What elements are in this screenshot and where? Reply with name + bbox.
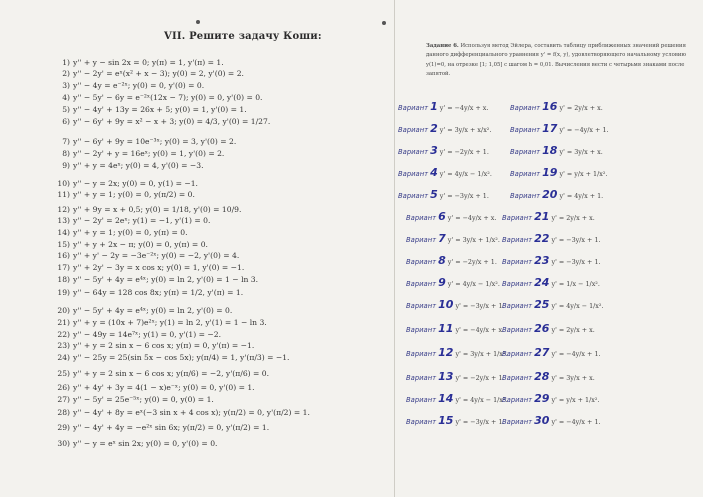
variant-item (406, 210, 496, 223)
problem-number: 15) (57, 240, 70, 249)
problem-number: 5) (62, 105, 70, 114)
problem-equation: y'' + y − sin 2x = 0; y(π) = 1, y'(π) = 1. (73, 58, 224, 67)
problem-equation: y'' − y = 2x; y(0) = 0, y(1) = −1. (73, 179, 198, 188)
variant-equation: y' = −4y/x + x. (455, 326, 505, 334)
cauchy-problems-column (52, 0, 392, 497)
problem-equation: y'' + y = 2 sin x − 6 cos x; y(π/6) = −2, y'(π/6) = 0. (73, 369, 270, 378)
problem-equation: y'' − 2y' + y = 16eˣ; y(0) = 1, y'(0) = 2. (73, 149, 225, 158)
problem-number: 25) (57, 369, 70, 378)
variant-label: Вариант (406, 236, 437, 244)
variant-number: 11 (438, 322, 454, 335)
variant-number: 28 (534, 370, 550, 383)
problem-item (52, 275, 258, 284)
variant-number: 15 (438, 414, 454, 427)
page-fold (394, 0, 395, 497)
variant-number: 1 (430, 100, 438, 113)
problem-item (52, 408, 310, 417)
variant-equation: y' = y/x + 1/x². (551, 396, 600, 404)
variant-label: Вариант (502, 302, 533, 310)
problem-number: 13) (57, 216, 70, 225)
variant-number: 14 (438, 392, 454, 405)
problem-equation: y'' − 4y' + 13y = 26x + 5; y(0) = 1, y'(0) = 1. (73, 105, 247, 114)
variant-number: 17 (542, 122, 558, 135)
task-number: Задание 6. (426, 43, 459, 49)
variant-equation: y' = 3y/x + x. (551, 374, 595, 382)
variant-item (398, 144, 489, 157)
problem-equation: y'' + y + 2x − π; y(0) = 0, y(π) = 0. (73, 240, 208, 249)
problem-item (52, 190, 195, 199)
variant-equation: y' = 2y/x + x. (559, 104, 603, 112)
problem-item (52, 423, 269, 432)
problem-number: 24) (57, 353, 70, 362)
variant-label: Вариант (502, 350, 533, 358)
problem-number: 30) (57, 439, 70, 448)
variant-label: Вариант (398, 126, 429, 134)
euler-task-column (398, 0, 703, 497)
variant-equation: y' = −4y/x + x. (439, 104, 489, 112)
problem-number: 4) (62, 93, 70, 102)
task-description (426, 42, 696, 79)
problem-item (52, 240, 208, 249)
variant-equation: y' = −4y/x + x. (447, 214, 497, 222)
variant-equation: y' = 3y/x + x. (559, 148, 603, 156)
variant-label: Вариант (510, 126, 541, 134)
variant-item (406, 392, 508, 405)
problem-equation: y'' + y = 1; y(0) = 0, y(π/2) = 0. (73, 190, 195, 199)
variant-equation: y' = 4y/x − 1/x². (447, 280, 500, 288)
variant-number: 26 (534, 322, 550, 335)
problem-number: 28) (57, 408, 70, 417)
variant-number: 16 (542, 100, 558, 113)
problem-number: 22) (57, 330, 70, 339)
problem-item (52, 353, 289, 362)
problem-equation: y'' − 5y' + 4y = e⁴ˣ; y(0) = ln 2, y'(0) = 0. (73, 306, 233, 315)
problem-item (52, 105, 247, 114)
problem-number: 27) (57, 395, 70, 404)
problem-item (52, 395, 214, 404)
problem-item (52, 369, 269, 378)
problem-number: 12) (57, 205, 70, 214)
problem-equation: y'' + y' − 2y = −3e⁻²ˣ; y(0) = −2, y'(0) = 4. (73, 251, 240, 260)
variant-equation: y' = y/x + 1/x². (559, 170, 608, 178)
variant-item (398, 188, 489, 201)
variant-item (406, 254, 497, 267)
variant-item (510, 144, 603, 157)
variant-item (398, 100, 488, 113)
section-title: VII. Решите задачу Коши: (164, 31, 322, 42)
variant-label: Вариант (502, 326, 533, 334)
variant-number: 20 (542, 188, 558, 201)
variant-item (398, 166, 492, 179)
variant-number: 10 (438, 298, 454, 311)
variant-equation: y' = −2y/x + 1. (455, 374, 505, 382)
variant-item (510, 100, 603, 113)
variant-label: Вариант (406, 214, 437, 222)
variant-equation: y' = −2y/x + 1. (447, 258, 497, 266)
variant-item (502, 276, 600, 289)
variant-label: Вариант (510, 104, 541, 112)
variant-number: 3 (430, 144, 438, 157)
variant-number: 23 (534, 254, 550, 267)
variant-item (510, 122, 609, 135)
task-text: Используя метод Эйлера, составить таблицу приближенных значений решения данного дифференциального уравнения y' = f(x, y), удовлетворяющего начальному условию y(1)=0, на отрезке [1; 1,05] с шагом h = 0,01. Вычисления вести с четырьмя знаками после запятой. (426, 43, 686, 77)
variant-item (510, 166, 607, 179)
problem-item (52, 439, 217, 448)
problem-number: 17) (57, 263, 70, 272)
variant-equation: y' = −3y/x + 1. (551, 258, 601, 266)
variant-label: Вариант (502, 280, 533, 288)
variant-item (502, 414, 601, 427)
variant-equation: y' = 2y/x + x. (551, 326, 595, 334)
variant-number: 18 (542, 144, 558, 157)
problem-number: 18) (57, 275, 70, 284)
variant-number: 27 (534, 346, 550, 359)
variant-label: Вариант (406, 374, 437, 382)
variant-item (502, 210, 595, 223)
variant-number: 6 (438, 210, 446, 223)
variant-equation: y' = −2y/x + 1. (439, 148, 489, 156)
variant-equation: y' = 4y/x − 1/x². (551, 302, 604, 310)
problem-number: 20) (57, 306, 70, 315)
problem-item (52, 263, 244, 272)
problem-number: 29) (57, 423, 70, 432)
variant-equation: y' = −4y/x + 1. (551, 350, 601, 358)
problem-equation: y'' + y = (10x + 7)e²ˣ; y(1) = ln 2, y'(1) = 1 − ln 3. (73, 318, 267, 327)
problem-equation: y'' − 49y = 14e⁷ˣ; y(1) = 0, y'(1) = −2. (73, 330, 222, 339)
problem-equation: y'' − 4y' + 8y = eˣ(−3 sin x + 4 cos x); y(π/2) = 0, y'(π/2) = 1. (73, 408, 310, 417)
problem-equation: y'' + y = 1; y(0) = 0, y(π) = 0. (73, 228, 188, 237)
variant-item (406, 346, 508, 359)
problem-item (52, 69, 244, 78)
variant-number: 12 (438, 346, 454, 359)
variant-item (406, 322, 504, 335)
problem-number: 2) (62, 69, 70, 78)
problem-equation: y'' − y = eˣ sin 2x; y(0) = 0, y'(0) = 0. (73, 439, 218, 448)
variant-number: 4 (430, 166, 438, 179)
variant-label: Вариант (398, 192, 429, 200)
problem-item (52, 228, 187, 237)
variant-equation: y' = 1/x − 1/x². (551, 280, 600, 288)
variant-equation: y' = 2y/x + x. (551, 214, 595, 222)
variant-label: Вариант (398, 148, 429, 156)
variant-item (502, 370, 595, 383)
variant-number: 8 (438, 254, 446, 267)
problem-item (52, 58, 224, 67)
problem-number: 11) (57, 190, 70, 199)
problem-number: 10) (57, 179, 70, 188)
variant-number: 25 (534, 298, 550, 311)
variant-equation: y' = 3y/x + 1/x². (455, 350, 508, 358)
problem-number: 1) (62, 58, 70, 67)
problem-equation: y'' − 64y = 128 cos 8x; y(π) = 1/2, y'(π) = 1. (73, 288, 244, 297)
problem-equation: y'' − 5y' = 25e⁻⁵ˣ; y(0) = 0, y(0) = 1. (73, 395, 214, 404)
variant-label: Вариант (510, 170, 541, 178)
variant-label: Вариант (502, 236, 533, 244)
variant-number: 13 (438, 370, 454, 383)
problem-number: 19) (57, 288, 70, 297)
problem-equation: y'' − 6y' + 9y = x² − x + 3; y(0) = 4/3, y'(0) = 1/27. (73, 117, 271, 126)
problem-item (52, 205, 241, 214)
problem-number: 21) (57, 318, 70, 327)
problem-equation: y'' + y = 4eˣ; y(0) = 4, y'(0) = −3. (73, 161, 204, 170)
variant-item (502, 392, 599, 405)
variant-number: 9 (438, 276, 446, 289)
problem-number: 6) (62, 117, 70, 126)
variant-label: Вариант (406, 258, 437, 266)
problem-equation: y'' − 4y' + 4y = −e²ˣ sin 6x; y(π/2) = 0, y'(π/2) = 1. (73, 423, 270, 432)
problem-item (52, 318, 267, 327)
problem-equation: y'' + 4y' + 3y = 4(1 − x)e⁻ˣ; y(0) = 0, y'(0) = 1. (73, 383, 255, 392)
variant-number: 5 (430, 188, 438, 201)
variant-equation: y' = −3y/x + 1. (455, 302, 505, 310)
variant-equation: y' = 3y/x + 1/x². (447, 236, 500, 244)
variant-item (502, 254, 601, 267)
variant-equation: y' = 4y/x − 1/x². (455, 396, 508, 404)
variant-item (406, 276, 500, 289)
variant-label: Вариант (398, 104, 429, 112)
problem-item (52, 137, 236, 146)
problem-equation: y'' + 2y' − 3y = x cos x; y(0) = 1, y'(0) = −1. (73, 263, 245, 272)
problem-equation: y'' − 6y' + 9y = 10e⁻³ˣ; y(0) = 3, y'(0) = 2. (73, 137, 237, 146)
problem-equation: y'' − 4y = e⁻²ˣ; y(0) = 0, y'(0) = 0. (73, 81, 205, 90)
variant-label: Вариант (502, 258, 533, 266)
variant-number: 24 (534, 276, 550, 289)
variant-label: Вариант (510, 148, 541, 156)
variant-number: 2 (430, 122, 438, 135)
problem-equation: y'' − 2y' = eˣ(x² + x − 3); y(0) = 2, y'(0) = 2. (73, 69, 244, 78)
problem-equation: y'' + 9y = x + 0,5; y(0) = 1/18, y'(0) = 10/9. (73, 205, 242, 214)
problem-equation: y'' + y = 2 sin x − 6 cos x; y(π) = 0, y'(π) = −1. (73, 341, 255, 350)
variant-item (502, 232, 601, 245)
problem-item (52, 330, 221, 339)
variant-item (398, 122, 491, 135)
problem-item (52, 306, 232, 315)
problem-item (52, 383, 255, 392)
problem-number: 23) (57, 341, 70, 350)
problem-item (52, 93, 262, 102)
variant-equation: y' = −3y/x + 1. (439, 192, 489, 200)
variant-equation: y' = −3y/x + 1. (551, 236, 601, 244)
variant-label: Вариант (502, 214, 533, 222)
problem-item (52, 179, 198, 188)
variant-item (406, 232, 500, 245)
variant-equation: y' = 4y/x + 1. (559, 192, 604, 200)
problem-equation: y'' − 5y' − 6y = e⁻²ˣ(12x − 7); y(0) = 0, y'(0) = 0. (73, 93, 263, 102)
variant-item (406, 370, 505, 383)
problem-item (52, 288, 243, 297)
problem-number: 3) (62, 81, 70, 90)
variant-label: Вариант (510, 192, 541, 200)
variant-number: 21 (534, 210, 550, 223)
variant-number: 29 (534, 392, 550, 405)
problem-number: 14) (57, 228, 70, 237)
problem-number: 26) (57, 383, 70, 392)
variant-equation: y' = 3y/x + x/x². (439, 126, 492, 134)
problem-number: 8) (62, 149, 70, 158)
problem-item (52, 161, 203, 170)
variant-item (406, 414, 505, 427)
variant-label: Вариант (502, 396, 533, 404)
variant-label: Вариант (502, 374, 533, 382)
variant-item (510, 188, 603, 201)
problem-item (52, 341, 254, 350)
variant-item (502, 298, 604, 311)
problem-item (52, 216, 210, 225)
problem-number: 7) (62, 137, 70, 146)
variant-item (406, 298, 505, 311)
problem-item (52, 81, 204, 90)
variant-label: Вариант (502, 418, 533, 426)
variant-number: 30 (534, 414, 550, 427)
problem-item (52, 149, 224, 158)
problem-item (52, 251, 239, 260)
problem-equation: y'' − 25y = 25(sin 5x − cos 5x); y(π/4) = 1, y'(π/3) = −1. (73, 353, 290, 362)
variant-equation: y' = 4y/x − 1/x². (439, 170, 492, 178)
variant-equation: y' = −4y/x + 1. (551, 418, 601, 426)
variant-label: Вариант (398, 170, 429, 178)
variant-label: Вариант (406, 396, 437, 404)
variant-number: 19 (542, 166, 558, 179)
variant-label: Вариант (406, 280, 437, 288)
variant-label: Вариант (406, 326, 437, 334)
problem-number: 9) (62, 161, 70, 170)
variant-equation: y' = −3y/x + 1. (455, 418, 505, 426)
problem-equation: y'' − 5y' + 4y = e⁴ˣ; y(0) = ln 2, y'(0) = 1 − ln 3. (73, 275, 259, 284)
variant-item (502, 346, 601, 359)
variant-label: Вариант (406, 350, 437, 358)
variant-number: 22 (534, 232, 550, 245)
problem-item (52, 117, 270, 126)
variant-label: Вариант (406, 302, 437, 310)
variant-equation: y' = −4y/x + 1. (559, 126, 609, 134)
problem-number: 16) (57, 251, 70, 260)
problem-equation: y'' − 2y' = 2eˣ; y(1) = −1, y'(1) = 0. (73, 216, 211, 225)
variant-label: Вариант (406, 418, 437, 426)
variant-number: 7 (438, 232, 446, 245)
variant-item (502, 322, 595, 335)
